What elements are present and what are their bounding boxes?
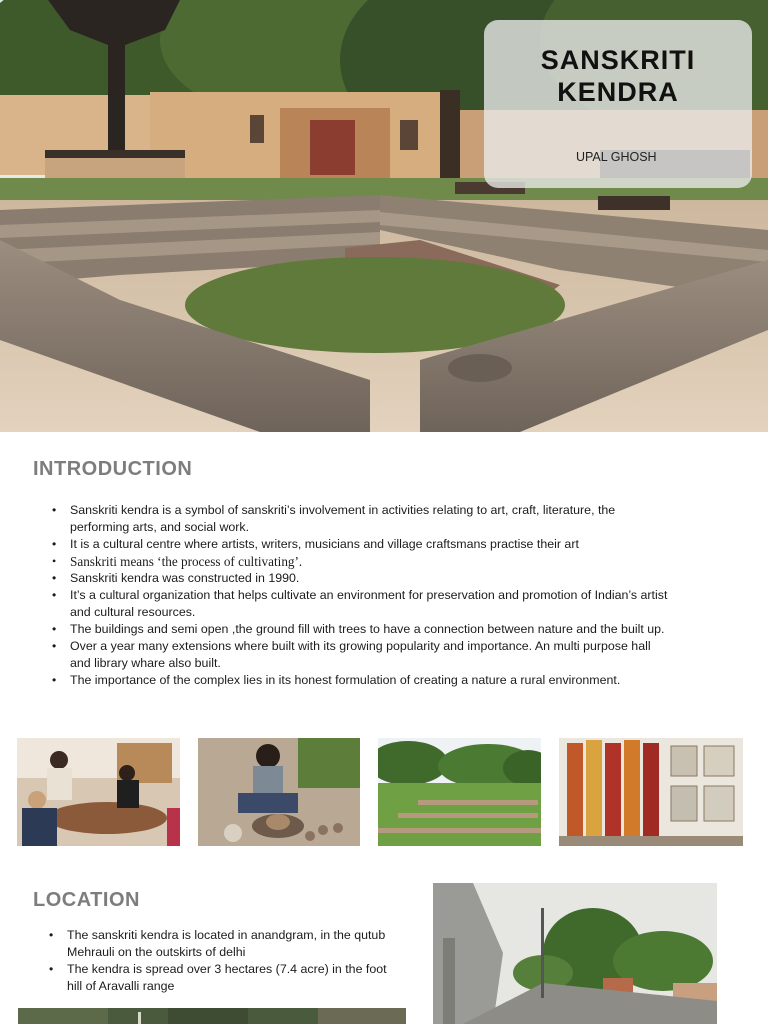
title-card xyxy=(484,20,752,188)
list-item: • Sanskriti kendra is a symbol of sanskriti’s involvement in activities relating to art, craft, literature, the performing arts, and social work. xyxy=(50,502,670,536)
author-name: UPAL GHOSH xyxy=(576,150,657,164)
list-item: • It is a cultural centre where artists, writers, musicians and village craftsmans practise their art xyxy=(50,536,670,553)
list-item: • The importance of the complex lies in its honest formulation of creating a nature a rural environment. xyxy=(50,672,670,689)
list-item: • The buildings and semi open ,the ground fill with trees to have a connection between nature and the built up. xyxy=(50,621,670,638)
amphitheatre-lawn-photo xyxy=(378,738,541,846)
list-item: • Over a year many extensions where built with its growing popularity and importance. An multi purpose hall and library whare also built. xyxy=(50,638,670,672)
street-view-photo xyxy=(433,883,717,1024)
list-item: • It’s a cultural organization that helps cultivate an environment for preservation and promotion of Indian’s artist and cultural resources. xyxy=(50,587,670,621)
introduction-list xyxy=(50,502,670,689)
pottery-photo xyxy=(198,738,360,846)
location-list xyxy=(47,927,387,995)
workshop-photo xyxy=(17,738,180,846)
list-item: • Sanskriti means ‘the process of cultivating’. xyxy=(50,553,670,570)
list-item: • Sanskriti kendra was constructed in 1990. xyxy=(50,570,670,587)
textile-museum-photo xyxy=(559,738,743,846)
document-title: SANSKRITI KENDRA xyxy=(540,45,696,107)
list-item: • The sanskriti kendra is located in anandgram, in the qutub Mehrauli on the outskirts of delhi xyxy=(47,927,387,961)
list-item: • The kendra is spread over 3 hectares (7.4 acre) in the foot hill of Aravalli range xyxy=(47,961,387,995)
location-heading: LOCATION xyxy=(33,889,140,911)
satellite-map-image xyxy=(18,1008,406,1024)
introduction-heading: INTRODUCTION xyxy=(33,458,193,480)
